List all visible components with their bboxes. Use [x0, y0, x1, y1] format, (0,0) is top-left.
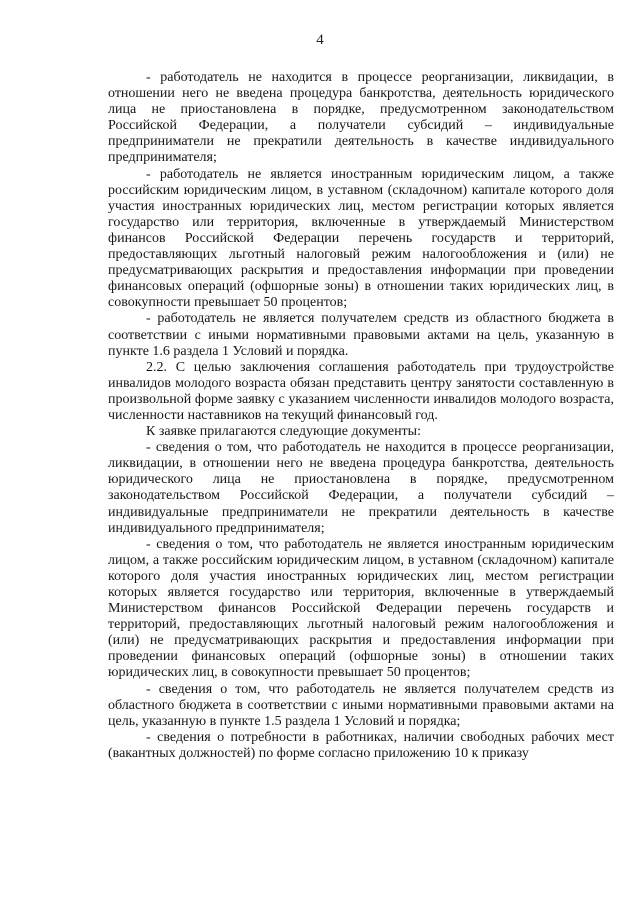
paragraph-employer-not-reorganizing: - работодатель не находится в процессе реорганизации, ликвидации, в отношении него не введена процедура банкротства, деятельность юридического лица не приостановлена в порядке, предусмотренном законодательством Российской Федерации, а получатели субсидий – индивидуальные предприниматели не прекратили деятельность в качестве индивидуального предпринимателя;: [108, 70, 614, 166]
paragraph-info-not-reorganizing: - сведения о том, что работодатель не находится в процессе реорганизации, ликвидации, в отношении него не введена процедура банкротства, деятельность юридического лица не приостановлена в порядке, предусмотренном законодательством Российской Федерации, а получатели субсидий – индивидуальные предприниматели не прекратили деятельность в качестве индивидуального предпринимателя;: [108, 440, 614, 536]
paragraph-info-workforce-needs: - сведения о потребности в работниках, наличии свободных рабочих мест (вакантных должностей) по форме согласно приложению 10 к приказу: [108, 729, 614, 761]
paragraph-section-2-2: 2.2. С целью заключения соглашения работодатель при трудоустройстве инвалидов молодого возраста обязан представить центру занятости составленную в произвольной форме заявку с указанием численности инвалидов молодого возраста, численности наставников на текущий финансовый год.: [108, 359, 614, 423]
paragraph-info-not-foreign: - сведения о том, что работодатель не является иностранным юридическим лицом, а также российским юридическим лицом, в уставном (складочном) капитале которого доля участия иностранных юридических лиц, местом регистрации которых является государство или территория, включенные в утверждаемый Министерством финансов Российской Федерации перечень государств и территорий, предоставляющих льготный налоговый режим налогообложения и (или) не предусматривающих раскрытия и предоставления информации при проведении финансовых операций (офшорные зоны) в отношении таких юридических лиц, в совокупности превышает 50 процентов;: [108, 536, 614, 681]
paragraph-attached-documents: К заявке прилагаются следующие документы:: [146, 424, 421, 440]
paragraph-employer-not-budget-recipient: - работодатель не является получателем средств из областного бюджета в соответствии с иными нормативными правовыми актами на цель, указанную в пункте 1.6 раздела 1 Условий и порядка.: [108, 311, 614, 359]
page-number: 4: [316, 32, 324, 48]
document-body: [108, 70, 614, 762]
paragraph-employer-not-foreign: - работодатель не является иностранным юридическим лицом, а также российским юридическим лицом, в уставном (складочном) капитале которого доля участия иностранных юридических лиц, местом регистрации которых является государство или территория, включенные в утверждаемый Министерством финансов Российской Федерации перечень государств и территорий, предоставляющих льготный налоговый режим налогообложения и (или) не предусматривающих раскрытия и предоставления информации при проведении финансовых операций (офшорные зоны) в отношении таких юридических лиц, в совокупности превышает 50 процентов;: [108, 166, 614, 311]
paragraph-info-not-budget-recipient: - сведения о том, что работодатель не является получателем средств из областного бюджета в соответствии с иными нормативными правовыми актами на цель, указанную в пункте 1.5 раздела 1 Условий и порядка;: [108, 681, 614, 729]
